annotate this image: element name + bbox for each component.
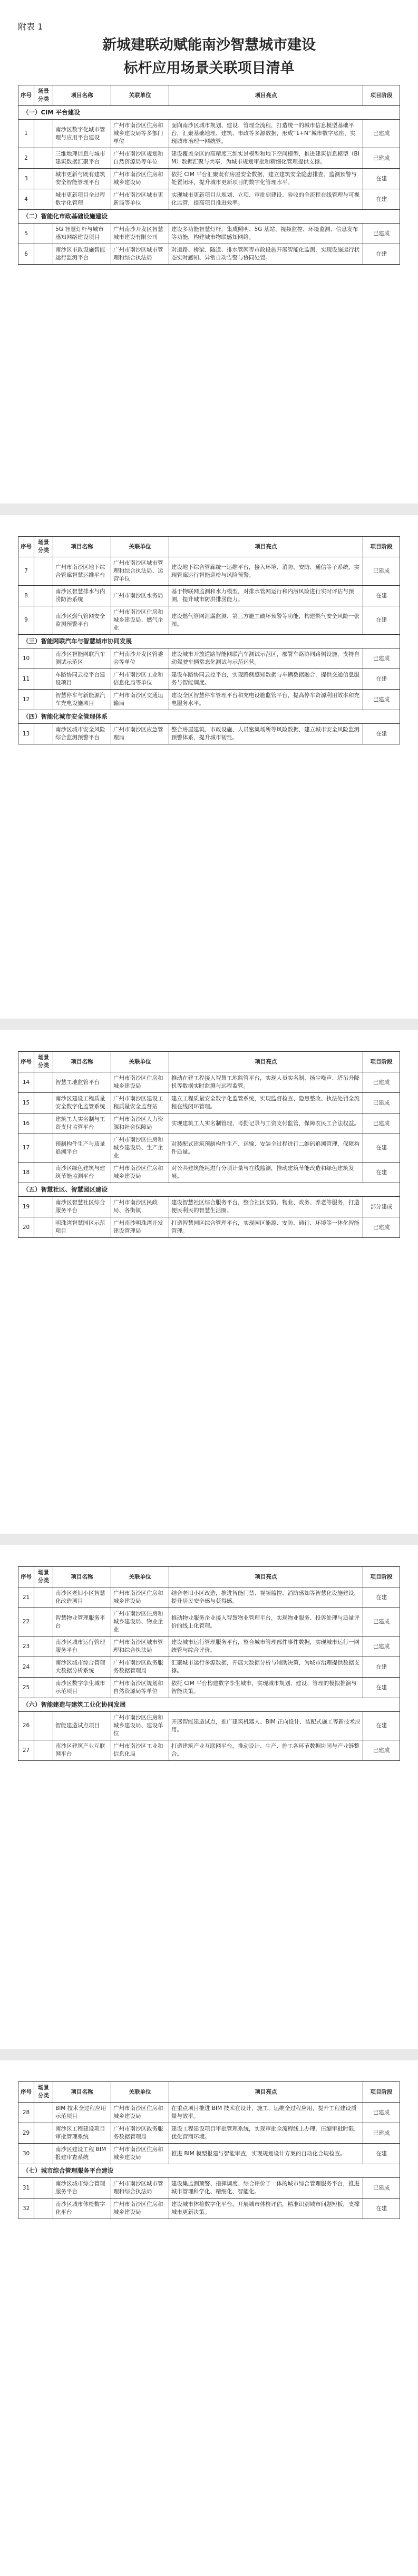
project-highlight: 建立工程质量安全数字化监管系统，实现监督检查、隐患整改、执法处罚全流程在线闭环管理。 (169, 1093, 363, 1113)
section-row (18, 1183, 400, 1197)
row-number: 22 (18, 1608, 34, 1636)
project-name: 南沙区建设工程质量安全数字化监管系统 (53, 1093, 111, 1113)
column-header-stage: 项目阶段 (363, 1567, 400, 1587)
row-category (34, 557, 53, 586)
related-unit: 广州市南沙区住房和城乡建设局 (111, 2199, 169, 2219)
row-number: 19 (18, 1197, 34, 1217)
section-row (18, 710, 400, 724)
project-highlight: 在重点项目推进 BIM 技术在设计、施工、运维全过程应用，提升工程建设质量与效率。 (169, 2103, 363, 2123)
project-name: 南沙区市政设施智能运行监测平台 (53, 244, 111, 265)
column-header-stage: 项目阶段 (363, 2082, 400, 2103)
row-number: 16 (18, 1113, 34, 1134)
table-row (18, 1712, 400, 1740)
project-stage: 在建 (363, 1134, 400, 1163)
table-header-row (18, 1052, 400, 1072)
document-title: 标杆应用场景关联项目清单 (123, 60, 295, 76)
table-row (18, 148, 400, 169)
project-name: 南沙区城市安全风险综合监测预警平台 (53, 724, 111, 744)
row-number: 5 (18, 224, 34, 244)
row-category (34, 1657, 53, 1678)
related-unit: 广州南沙开发区智慧城市建设有限公司 (111, 224, 169, 244)
column-header-name: 项目名称 (53, 1567, 111, 1587)
related-unit: 广州市南沙区规划和自然资源局等单位 (111, 148, 169, 169)
project-stage: 在建 (363, 244, 400, 265)
row-category (34, 120, 53, 148)
project-stage: 在建 (363, 1163, 400, 1183)
row-category (34, 169, 53, 189)
document-page (0, 1030, 418, 1534)
project-stage: 已建成 (363, 1608, 400, 1636)
row-category (34, 1113, 53, 1134)
project-stage: 已建成 (363, 1093, 400, 1113)
row-number: 25 (18, 1678, 34, 1698)
project-highlight: 建设多功能智慧灯杆，集成照明、5G 基站、视频监控、环境监测、信息发布等功能，构建城市物联感知网络。 (169, 224, 363, 244)
project-stage: 在建 (363, 1678, 400, 1698)
table-row (18, 648, 400, 669)
row-number: 28 (18, 2103, 34, 2123)
project-highlight: 依托 CIM 平台汇聚既有房屋安全数据，建立建筑安全隐患排查、监测预警与处置闭环，提升城市更新项目的数字化管理水平。 (169, 169, 363, 189)
table-row (18, 1217, 400, 1238)
project-name: 南沙区建设工程 BIM 报建审查系统 (53, 2144, 111, 2164)
row-category (34, 690, 53, 710)
table-row (18, 690, 400, 710)
column-header-category: 场景分类 (34, 1052, 53, 1072)
project-highlight: 结合老旧小区改造，推进智能门禁、视频监控、消防感知等智慧化设施建设，提升居民安全感与获得感。 (169, 1587, 363, 1608)
row-number: 13 (18, 724, 34, 744)
project-table (18, 536, 400, 744)
project-highlight: 推动物业服务企业接入智慧物业管理平台，实现物业服务、投诉处理与质量评价的线上化管理。 (169, 1608, 363, 1636)
project-highlight: 建设城市开放道路智能网联汽车测试示范区，部署车路协同路侧设施，支持自动驾驶车辆常态化测试与示范运营。 (169, 648, 363, 669)
column-header-unit: 关联单位 (111, 85, 169, 106)
project-name: BIM 技术全过程应用示范项目 (53, 2103, 111, 2123)
row-category (34, 1072, 53, 1093)
project-highlight: 实现城市更新项目从规划、立项、审批到建设、验收的全流程在线管理与可视化监管，提高项目推进效率。 (169, 189, 363, 210)
table-row (18, 1608, 400, 1636)
row-number: 30 (18, 2144, 34, 2164)
section-row (18, 635, 400, 648)
column-header-name: 项目名称 (53, 85, 111, 106)
related-unit: 广州市南沙区城市管理和综合执法局 (111, 2178, 169, 2199)
project-highlight: 对公共建筑能耗进行分项计量与在线监测，推动建筑节能改造和绿色建筑发展。 (169, 1163, 363, 1183)
row-category (34, 724, 53, 744)
related-unit: 广州市南沙区政务服务数据管理局 (111, 2123, 169, 2144)
row-number: 20 (18, 1217, 34, 1238)
row-number: 3 (18, 169, 34, 189)
project-table (18, 1051, 400, 1238)
column-header-unit: 关联单位 (111, 537, 169, 557)
project-table (18, 85, 400, 265)
project-stage: 在建 (363, 2199, 400, 2219)
row-number: 8 (18, 586, 34, 606)
section-heading: （六）智能建造与建筑工业化协同发展 (18, 1698, 400, 1712)
row-number: 18 (18, 1163, 34, 1183)
section-row (18, 1698, 400, 1712)
table-row (18, 606, 400, 635)
table-header-row (18, 537, 400, 557)
row-number: 29 (18, 2123, 34, 2144)
document-page (0, 515, 418, 1019)
column-header-unit: 关联单位 (111, 1567, 169, 1587)
project-name: 南沙区工程建设项目审批管理系统 (53, 2123, 111, 2144)
project-stage: 已建成 (363, 2178, 400, 2199)
project-name: 广州市南沙区地下综合管廊智慧运维平台 (53, 557, 111, 586)
row-number: 15 (18, 1093, 34, 1113)
row-category (34, 669, 53, 690)
related-unit: 广州市南沙区城市管理和综合执法局 (111, 244, 169, 265)
project-name: 南沙区智能网联汽车测试示范区 (53, 648, 111, 669)
table-row (18, 2178, 400, 2199)
project-table (18, 1566, 400, 1761)
row-number: 2 (18, 148, 34, 169)
related-unit: 广州市南沙区住房和城乡建设局 (111, 1072, 169, 1093)
project-name: 城市更新项目全过程数字化管理 (53, 189, 111, 210)
project-name: 南沙区城市体检数字化平台 (53, 2199, 111, 2219)
project-highlight: 依托 CIM 平台构建数字孪生城市，实现城市规划、建设、管理的模拟推演与智能决策。 (169, 1678, 363, 1698)
attachment-label: 附表 1 (18, 22, 43, 32)
row-category (34, 2199, 53, 2219)
project-stage: 已建成 (363, 557, 400, 586)
project-stage: 在建 (363, 669, 400, 690)
table-header-row (18, 1567, 400, 1587)
table-row (18, 1093, 400, 1113)
project-name: 智慧工地监管平台 (53, 1072, 111, 1093)
row-category (34, 1134, 53, 1163)
column-header-category: 场景分类 (34, 2082, 53, 2103)
row-number: 14 (18, 1072, 34, 1093)
table-row (18, 557, 400, 586)
column-header-no: 序号 (18, 1052, 34, 1072)
related-unit: 广州市南沙区住房和城乡建设局、燃气企业 (111, 606, 169, 635)
row-category (34, 224, 53, 244)
table-row (18, 1657, 400, 1678)
row-number: 23 (18, 1636, 34, 1657)
column-header-stage: 项目阶段 (363, 85, 400, 106)
project-highlight: 整合房屋建筑、市政设施、人员密集场所等风险数据，建立城市安全风险监测预警体系，提升城市韧性。 (169, 724, 363, 744)
row-number: 17 (18, 1134, 34, 1163)
project-stage: 在建 (363, 1657, 400, 1678)
column-header-highlight: 项目亮点 (169, 1567, 363, 1587)
project-name: 智能建造试点项目 (53, 1712, 111, 1740)
column-header-name: 项目名称 (53, 537, 111, 557)
section-heading: （一）CIM 平台建设 (18, 106, 400, 120)
row-category (34, 2178, 53, 2199)
related-unit: 广州市南沙区工业和信息化局等单位 (111, 669, 169, 690)
project-highlight: 打造建筑产业互联网平台，推动设计、生产、施工各环节数据协同与产业链整合。 (169, 1740, 363, 1761)
column-header-category: 场景分类 (34, 1567, 53, 1587)
row-number: 1 (18, 120, 34, 148)
row-number: 26 (18, 1712, 34, 1740)
project-name: 南沙区智慧社区综合服务平台 (53, 1197, 111, 1217)
column-header-highlight: 项目亮点 (169, 2082, 363, 2103)
row-number: 7 (18, 557, 34, 586)
section-heading: （七）城市综合管理服务平台建设 (18, 2164, 400, 2178)
related-unit: 广州市南沙区住房和城乡建设局 (111, 2144, 169, 2164)
project-highlight: 对装配式建筑预制构件生产、运输、安装全过程进行二维码追溯管理，保障构件质量。 (169, 1134, 363, 1163)
project-name: 智慧停车与新能源汽车充电设施项目 (53, 690, 111, 710)
project-highlight: 推动在建工程接入智慧工地监管平台，实现人员实名制、扬尘噪声、塔吊升降机等数据实时监测与远程监管。 (169, 1072, 363, 1093)
project-stage: 在建 (363, 1587, 400, 1608)
table-header-row (18, 85, 400, 106)
row-category (34, 606, 53, 635)
row-category (34, 1587, 53, 1608)
project-stage: 已建成 (363, 648, 400, 669)
related-unit: 广州市南沙区建设工程质量安全监督站 (111, 1093, 169, 1113)
project-highlight: 汇聚城市运行多源数据，开展大数据分析与辅助决策，为城市治理提供数据支撑。 (169, 1657, 363, 1678)
document-page (0, 2060, 418, 2576)
project-name: 南沙区绿色建筑与建筑节能监测平台 (53, 1163, 111, 1183)
table-row (18, 1134, 400, 1163)
project-stage: 已建成 (363, 148, 400, 169)
project-stage: 在建 (363, 606, 400, 635)
project-stage: 在建 (363, 2144, 400, 2164)
column-header-no: 序号 (18, 85, 34, 106)
project-name: 车路协同云控平台建设项目 (53, 669, 111, 690)
row-category (34, 1678, 53, 1698)
project-highlight: 打造智慧园区综合管理平台，实现园区能源、安防、通行、环境等一体化智能管理。 (169, 1217, 363, 1238)
related-unit: 广州市南沙区住房和城乡建设局 (111, 1163, 169, 1183)
project-name: 5G 智慧灯杆与城市感知网络建设项目 (53, 224, 111, 244)
section-heading: （五）智慧社区、智慧园区建设 (18, 1183, 400, 1197)
section-heading: （二）智能化市政基础设施建设 (18, 210, 400, 224)
row-category (34, 189, 53, 210)
table-row (18, 189, 400, 210)
table-row (18, 1072, 400, 1093)
project-stage: 在建 (363, 169, 400, 189)
project-stage: 在建 (363, 586, 400, 606)
section-heading: （四）智能化城市安全管理体系 (18, 710, 400, 724)
project-name: 南沙区老旧小区智慧化改造项目 (53, 1587, 111, 1608)
row-category (34, 1217, 53, 1238)
project-highlight: 基于物联网监测和水力模型，对排水管网运行和内涝风险进行实时评估与预测，提升城市防洪排涝能力。 (169, 586, 363, 606)
row-number: 4 (18, 189, 34, 210)
row-category (34, 1608, 53, 1636)
project-stage: 已建成 (363, 224, 400, 244)
project-stage: 已建成 (363, 1113, 400, 1134)
project-stage: 部分建成 (363, 1197, 400, 1217)
project-stage: 在建 (363, 724, 400, 744)
row-category (34, 1163, 53, 1183)
column-header-unit: 关联单位 (111, 2082, 169, 2103)
project-highlight: 建设地下综合管廊统一运维平台，接入环境、消防、安防、通信等子系统，实现管廊运行智能巡检与风险预警。 (169, 557, 363, 586)
row-category (34, 244, 53, 265)
row-category (34, 1093, 53, 1113)
table-row (18, 1113, 400, 1134)
table-row (18, 669, 400, 690)
row-number: 21 (18, 1587, 34, 1608)
table-row (18, 2199, 400, 2219)
project-name: 智慧物业管理服务平台 (53, 1608, 111, 1636)
column-header-stage: 项目阶段 (363, 537, 400, 557)
related-unit: 广州市南沙区城市更新局等单位 (111, 189, 169, 210)
related-unit: 广州市南沙区住房和城乡建设局、生产企业 (111, 1134, 169, 1163)
project-highlight: 建设工程建设项目审批管理系统，实现审批全流程线上办理，压缩审批时限，优化营商环境。 (169, 2123, 363, 2144)
row-category (34, 1636, 53, 1657)
table-row (18, 586, 400, 606)
table-row (18, 1740, 400, 1761)
project-highlight: 开展智能建造试点，推广建筑机器人、BIM 正向设计、装配式施工等新技术应用。 (169, 1712, 363, 1740)
project-highlight: 对道路、桥梁、隧道、排水管网等市政设施开展智能化监测，实现设施运行状态实时感知、异常自动告警与协同处置。 (169, 244, 363, 265)
table-row (18, 1636, 400, 1657)
row-number: 11 (18, 669, 34, 690)
project-name: 城市更新与既有建筑安全智能管理平台 (53, 169, 111, 189)
row-number: 24 (18, 1657, 34, 1678)
column-header-category: 场景分类 (34, 537, 53, 557)
column-header-highlight: 项目亮点 (169, 537, 363, 557)
project-name: 南沙区智慧排水与内涝防治系统 (53, 586, 111, 606)
section-heading: （三）智能网联汽车与智慧城市协同发展 (18, 635, 400, 648)
related-unit: 广州市南沙区水务局 (111, 586, 169, 606)
row-category (34, 2123, 53, 2144)
related-unit: 广州市南沙区城市管理和综合执法局 (111, 1636, 169, 1657)
row-number: 10 (18, 648, 34, 669)
row-category (34, 148, 53, 169)
project-name: 建筑工人实名制与工资支付监管平台 (53, 1113, 111, 1134)
project-name: 明珠湾智慧园区示范项目 (53, 1217, 111, 1238)
related-unit: 广州市南沙区住房和城乡建设局 (111, 169, 169, 189)
project-name: 南沙区城市综合管理大数据分析系统 (53, 1657, 111, 1678)
row-category (34, 1740, 53, 1761)
table-row (18, 1587, 400, 1608)
row-number: 27 (18, 1740, 34, 1761)
row-category (34, 586, 53, 606)
project-stage: 在建 (363, 1712, 400, 1740)
row-category (34, 2144, 53, 2164)
project-highlight: 推进 BIM 模型报建与智能审查，实现规划设计方案的自动化合规检查。 (169, 2144, 363, 2164)
column-header-name: 项目名称 (53, 2082, 111, 2103)
table-row (18, 169, 400, 189)
table-row (18, 244, 400, 265)
row-number: 32 (18, 2199, 34, 2219)
project-highlight: 建设智慧社区综合服务平台，整合社区安防、物业、政务、养老等服务，打造便民利民的智慧生活圈。 (169, 1197, 363, 1217)
row-number: 9 (18, 606, 34, 635)
section-row (18, 2164, 400, 2178)
row-category (34, 2103, 53, 2123)
document-title: 新城建联动赋能南沙智慧城市建设 (102, 37, 316, 53)
project-highlight: 建设燃气管网泄漏监测、第三方施工破坏预警等功能，构建燃气安全风险一张图。 (169, 606, 363, 635)
table-row (18, 1197, 400, 1217)
related-unit: 广州市南沙区交通运输局 (111, 690, 169, 710)
column-header-no: 序号 (18, 537, 34, 557)
related-unit: 广州市南沙区民政局、各街镇 (111, 1197, 169, 1217)
project-name: 南沙区数字孪生城市示范项目 (53, 1678, 111, 1698)
table-row (18, 2123, 400, 2144)
related-unit: 广州南沙明珠湾开发建设管理局 (111, 1217, 169, 1238)
related-unit: 广州市南沙区城市管理和综合执法局、运营单位 (111, 557, 169, 586)
project-highlight: 面向南沙区城市规划、建设、管理全流程，打造统一的城市信息模型基础平台，汇聚基础地理、建筑、市政等多源数据，形成“1+N”城市数字底座，实现城市治理一网统管。 (169, 120, 363, 148)
column-header-stage: 项目阶段 (363, 1052, 400, 1072)
table-row (18, 2103, 400, 2123)
related-unit: 广州市南沙区规划和自然资源局等单位 (111, 1678, 169, 1698)
table-row (18, 724, 400, 744)
document-page (0, 0, 418, 503)
table-row (18, 1163, 400, 1183)
row-category (34, 1712, 53, 1740)
column-header-unit: 关联单位 (111, 1052, 169, 1072)
project-name: 南沙区城市运行管理服务平台 (53, 1636, 111, 1657)
project-name: 南沙区建筑产业互联网平台 (53, 1740, 111, 1761)
row-number: 6 (18, 244, 34, 265)
project-name: 预制构件生产与质量追溯平台 (53, 1134, 111, 1163)
project-stage: 已建成 (363, 690, 400, 710)
project-name: 三维地理信息与城市建筑数据汇聚平台 (53, 148, 111, 169)
project-stage: 已建成 (363, 1072, 400, 1093)
project-highlight: 建设车路协同云控平台，实现路侧感知数据与车辆数据融合，提供交通信息服务与智能调度。 (169, 669, 363, 690)
project-highlight: 实现建筑工人实名制管理、考勤记录与工资支付监管，保障农民工合法权益。 (169, 1113, 363, 1134)
project-name: 南沙区城市综合管理服务平台 (53, 2178, 111, 2199)
row-number: 12 (18, 690, 34, 710)
column-header-no: 序号 (18, 2082, 34, 2103)
section-row (18, 210, 400, 224)
project-stage: 已建成 (363, 120, 400, 148)
related-unit: 广州市南沙区住房和城乡建设局等多部门单位 (111, 120, 169, 148)
row-category (34, 648, 53, 669)
project-name: 南沙区燃气管网安全监测预警平台 (53, 606, 111, 635)
project-highlight: 建设城市运行管理服务平台，整合城市管理部件事件数据，实现城市运行一网统管与综合评价。 (169, 1636, 363, 1657)
table-row (18, 120, 400, 148)
column-header-category: 场景分类 (34, 85, 53, 106)
project-stage: 已建成 (363, 1636, 400, 1657)
related-unit: 广州市南沙区人力资源和社会保障局 (111, 1113, 169, 1134)
project-table (18, 2081, 400, 2219)
section-row (18, 106, 400, 120)
project-highlight: 建设全区智慧停车管理平台和充电设施监管平台，提高停车资源利用效率和充电服务水平。 (169, 690, 363, 710)
related-unit: 广州市南沙区住房和城乡建设局 (111, 1587, 169, 1608)
row-category (34, 1197, 53, 1217)
related-unit: 广州市南沙区住房和城乡建设局、物业企业 (111, 1608, 169, 1636)
related-unit: 广州市南沙区应急管理局 (111, 724, 169, 744)
project-stage: 已建成 (363, 2103, 400, 2123)
project-stage: 已建成 (363, 2123, 400, 2144)
related-unit: 广州市南沙区政务服务数据管理局 (111, 1657, 169, 1678)
project-highlight: 建设覆盖全区的高精度三维实景模型和地下空间模型，推进建筑信息模型（BIM）数据汇聚与共享，为城市规划审批和精细化管理提供支撑。 (169, 148, 363, 169)
row-number: 31 (18, 2178, 34, 2199)
column-header-highlight: 项目亮点 (169, 1052, 363, 1072)
project-stage: 已建成 (363, 1217, 400, 1238)
related-unit: 广州市南沙区住房和城乡建设局 (111, 2103, 169, 2123)
column-header-no: 序号 (18, 1567, 34, 1587)
table-row (18, 224, 400, 244)
project-highlight: 建设集监测预警、指挥调度、综合评价于一体的城市综合管理服务平台，推进城市管理科学化、精细化、智能化。 (169, 2178, 363, 2199)
project-stage: 已建成 (363, 1740, 400, 1761)
table-row (18, 2144, 400, 2164)
table-header-row (18, 2082, 400, 2103)
document-page (0, 1545, 418, 2049)
column-header-name: 项目名称 (53, 1052, 111, 1072)
related-unit: 广州市南沙区工业和信息化局 (111, 1740, 169, 1761)
related-unit: 广州南沙开发区管委会等单位 (111, 648, 169, 669)
table-row (18, 1678, 400, 1698)
column-header-highlight: 项目亮点 (169, 85, 363, 106)
related-unit: 广州市南沙区住房和城乡建设局、建设单位 (111, 1712, 169, 1740)
project-stage: 在建 (363, 189, 400, 210)
project-name: 南沙区数字化城市管理与应用平台建设 (53, 120, 111, 148)
project-highlight: 建设城市体检数字化平台，开展城市体检评估，精准识别城市问题短板，支撑城市更新决策。 (169, 2199, 363, 2219)
